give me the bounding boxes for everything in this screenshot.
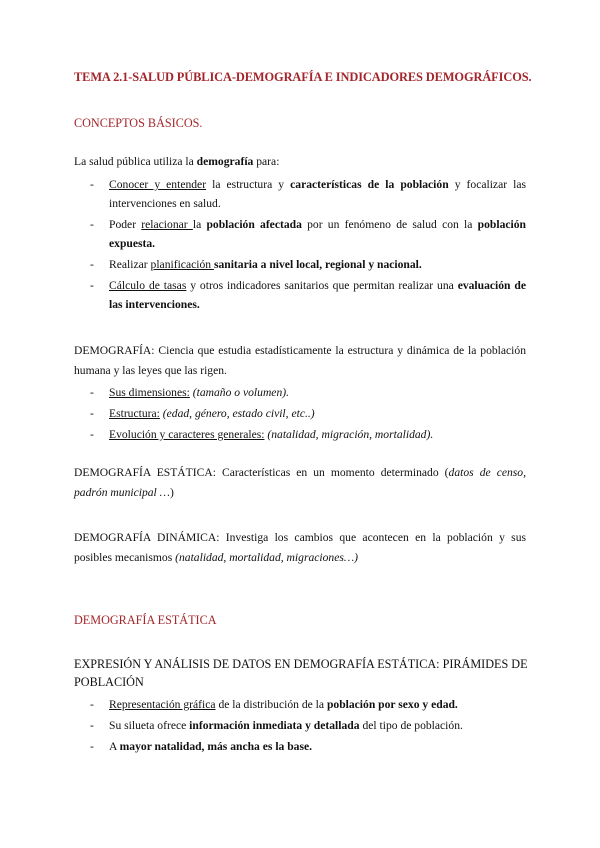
text: de la distribución de la [215,698,327,711]
document-title: TEMA 2.1-SALUD PÚBLICA-DEMOGRAFÍA E INDICADORES DEMOGRÁFICOS. [74,70,532,84]
text: del tipo de población. [359,719,463,732]
intro-bold: demografía [196,155,254,168]
bold-text: mayor natalidad, más ancha es la base. [119,740,313,753]
underlined-text: relacionar [141,218,193,231]
italic-text: (tamaño o volumen). [189,386,290,399]
text: A [109,740,120,753]
intro-text: La salud pública utiliza la [74,155,197,168]
bold-text: población expuesta. [109,218,526,250]
underlined-text: Representación gráfica [109,698,216,711]
underlined-text: planificación [150,258,214,271]
italic-text: (edad, género, estado civil, etc..) [159,407,315,420]
bullet-dash: - [90,428,94,441]
intro-paragraph [74,152,526,172]
list-item [74,425,526,444]
list-item [74,255,526,274]
underlined-text: Cálculo de tasas [109,279,187,292]
text: la estructura y [206,178,291,191]
text: Realizar [109,258,151,271]
text: la [192,218,207,231]
text: Su silueta ofrece [109,719,190,732]
dinamica-definition [74,528,526,568]
text: y otros indicadores sanitarios que permitan realizar una [186,279,458,292]
list-item [74,215,526,253]
underlined-text: Sus dimensiones: [109,386,190,399]
piramides-list [74,695,526,758]
bullet-dash: - [90,698,94,711]
text: ) [169,486,174,499]
list-item [74,716,526,735]
italic-text: (natalidad, migración, mortalidad). [264,428,434,441]
text: Poder [109,218,142,231]
text: y focalizar las intervenciones en salud. [109,178,527,210]
bullet-dash: - [90,386,94,399]
bullet-dash: - [90,218,94,231]
italic-text: datos de censo, padrón municipal … [74,466,526,499]
intro-text-end: para: [253,155,280,168]
italic-text: (natalidad, mortalidad, migraciones…) [175,551,359,564]
bullet-dash: - [90,279,94,292]
bullet-dash: - [90,740,94,753]
list-item [74,404,526,423]
underlined-text: Evolución y caracteres generales: [109,428,265,441]
bullet-dash: - [90,178,94,191]
text: por un fenómeno de salud con la [301,218,478,231]
bullet-dash: - [90,258,94,271]
estatica-definition [74,463,526,503]
bold-text: información inmediata y detallada [189,719,360,732]
list-item [74,737,526,756]
text: DEMOGRAFÍA DINÁMICA: Investiga los cambios que acontecen en la población y sus posibles mecanismos [74,531,526,564]
text: DEMOGRAFÍA ESTÁTICA: Características en un momento determinado ( [74,466,449,479]
section-heading-estatica: DEMOGRAFÍA ESTÁTICA [74,613,217,627]
list-item [74,276,526,314]
bold-text: evaluación de las intervenciones. [109,279,526,311]
conceptos-list [74,175,526,316]
bullet-dash: - [90,719,94,732]
subheading-piramides: EXPRESIÓN Y ANÁLISIS DE DATOS EN DEMOGRAFÍA ESTÁTICA: PIRÁMIDES DE POBLACIÓN [74,657,528,689]
list-item [74,175,526,213]
bullet-dash: - [90,407,94,420]
bold-text: población por sexo y edad. [326,698,458,711]
bold-text: características de la población [290,178,449,191]
list-item [74,695,526,714]
bold-text: sanitaria a nivel local, regional y nacional. [213,258,422,271]
underlined-text: Estructura: [109,407,160,420]
list-item [74,383,526,402]
bold-text: población afectada [206,218,302,231]
demografia-list [74,383,526,446]
underlined-text: Conocer y entender [109,178,207,191]
demografia-definition: DEMOGRAFÍA: Ciencia que estudia estadísticamente la estructura y dinámica de la población humana y las leyes que las rigen. [74,344,526,377]
section-heading-conceptos: CONCEPTOS BÁSICOS. [74,116,203,130]
